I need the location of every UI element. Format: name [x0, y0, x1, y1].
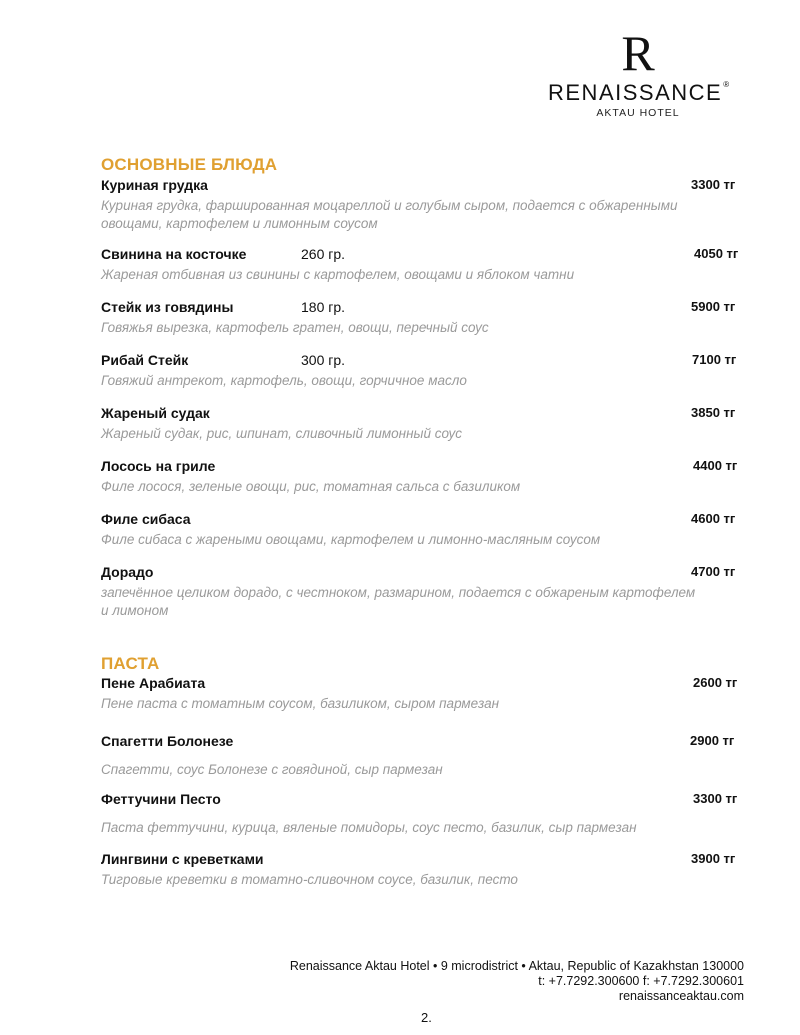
item-description: Говяжья вырезка, картофель гратен, овощи, перечный соус [101, 320, 489, 335]
item-name: Феттучини Песто [101, 791, 221, 807]
section-title-pasta: ПАСТА [101, 654, 160, 673]
footer [290, 959, 744, 1004]
item-description: Филе сибаса с жареными овощами, картофелем и лимонно-масляным соусом [101, 532, 601, 547]
brand-name [548, 80, 731, 106]
menu-item [101, 675, 746, 713]
item-price: 4600 тг [691, 511, 736, 526]
item-name: Стейк из говядины [101, 299, 234, 315]
item-name: Спагетти Болонезе [101, 733, 234, 749]
hotel-logo [548, 25, 731, 119]
item-description: Паста феттучини, курица, вяленые помидоры, соус песто, базилик, сыр пармезан [101, 820, 637, 835]
item-name: Пене Арабиата [101, 675, 206, 691]
menu-item [101, 246, 746, 284]
hotel-subtitle: AKTAU HOTEL [596, 107, 680, 119]
item-name: Рибай Стейк [101, 352, 189, 368]
menu-item [101, 405, 746, 443]
item-name: Лингвини с креветками [101, 851, 264, 867]
item-description: запечённое целиком дорадо, с честноком, размарином, подается с обжареным картофелем и лимоном [101, 585, 696, 618]
item-description: Спагетти, соус Болонезе с говядиной, сыр пармезан [101, 762, 443, 777]
page-number: 2. [421, 1010, 432, 1025]
registered-mark: ® [723, 80, 731, 89]
footer-phones: t: +7.7292.300600 f: +7.7292.300601 [538, 974, 744, 988]
item-price: 4400 тг [693, 458, 738, 473]
item-price: 2900 тг [690, 733, 735, 748]
item-name: Свинина на косточке [101, 246, 247, 262]
item-price: 3900 тг [691, 851, 736, 866]
menu-item [101, 352, 746, 390]
item-price: 3850 тг [691, 405, 736, 420]
item-price: 3300 тг [691, 177, 736, 192]
menu-item [101, 299, 746, 337]
menu-item [101, 458, 746, 496]
menu-item [101, 851, 746, 889]
item-description: Тигровые креветки в томатно-сливочном соусе, базилик, песто [101, 872, 518, 887]
menu-item [101, 564, 746, 620]
menu-item [101, 511, 746, 549]
item-description: Филе лосося, зеленые овощи, рис, томатная сальса с базиликом [101, 479, 521, 494]
item-description: Жареный судак, рис, шпинат, сливочный лимонный соус [101, 426, 463, 441]
item-name: Жареный судак [101, 405, 210, 421]
item-price: 5900 тг [691, 299, 736, 314]
item-name: Лосось на гриле [101, 458, 216, 474]
menu-item [101, 791, 746, 837]
item-price: 4700 тг [691, 564, 736, 579]
logo-mark: R [621, 25, 655, 81]
item-price: 7100 тг [692, 352, 737, 367]
item-description: Пене паста с томатным соусом, базиликом, сыром пармезан [101, 696, 500, 711]
brand-text: RENAISSANCE [548, 80, 723, 105]
item-weight: 260 гр. [301, 246, 346, 262]
item-description: Куриная грудка, фаршированная моцареллой и голубым сыром, подается с обжаренными овощами, картофелем и лимонным соусом [101, 198, 678, 231]
item-name: Дорадо [101, 564, 154, 580]
item-price: 3300 тг [693, 791, 738, 806]
item-name: Филе сибаса [101, 511, 191, 527]
item-description: Говяжий антрекот, картофель, овощи, горчичное масло [101, 373, 467, 388]
menu-item [101, 177, 746, 233]
item-weight: 180 гр. [301, 299, 346, 315]
section-title-main-dishes: ОСНОВНЫЕ БЛЮДА [101, 155, 278, 174]
footer-website: renaissanceaktau.com [618, 989, 744, 1003]
footer-address: Renaissance Aktau Hotel • 9 microdistrict • Aktau, Republic of Kazakhstan 130000 [289, 959, 744, 973]
menu-item [101, 733, 746, 779]
item-price: 2600 тг [693, 675, 738, 690]
item-weight: 300 гр. [301, 352, 346, 368]
item-name: Куриная грудка [101, 177, 208, 193]
item-price: 4050 тг [694, 246, 739, 261]
item-description: Жареная отбивная из свинины с картофелем, овощами и яблоком чатни [101, 267, 575, 282]
